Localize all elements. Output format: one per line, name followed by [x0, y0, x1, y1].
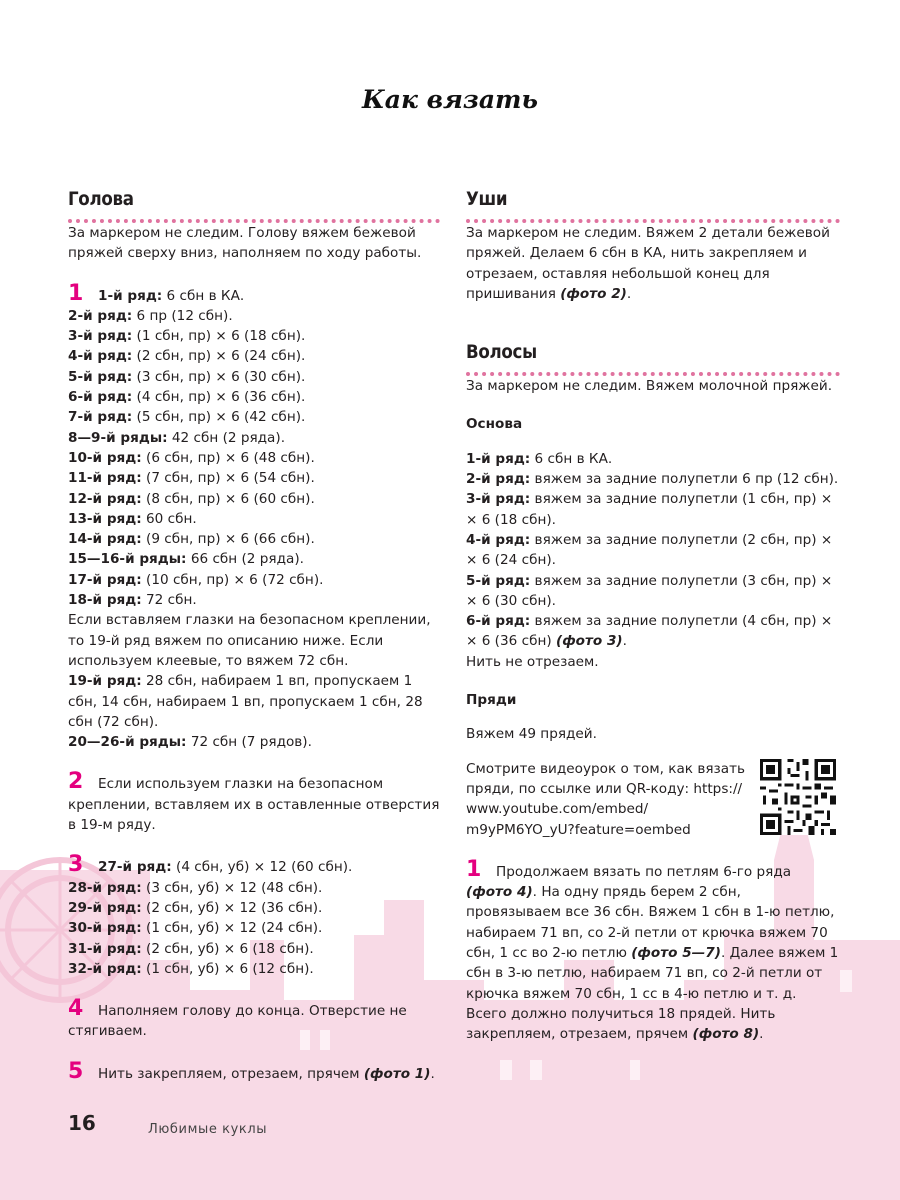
- row-label: 7-й ряд:: [68, 409, 133, 426]
- pattern-row: [68, 489, 440, 509]
- row-label: 11-й ряд:: [68, 470, 142, 487]
- step-number: 1: [466, 856, 482, 882]
- video-link-text[interactable]: Смотрите видеоурок о том, как вязать пряди, по ссылке или QR-коду: https:// www.youtube.com/embed/ m9yPM6YO_yU?feature=oembed: [466, 760, 746, 838]
- row-label: 2-й ряд:: [466, 471, 531, 488]
- rows-end: .: [622, 633, 627, 650]
- row-text: 6 пр (12 сбн).: [132, 307, 233, 324]
- row-text: (7 сбн, пр) × 6 (54 сбн).: [141, 470, 315, 487]
- row-label: 27-й ряд:: [98, 859, 172, 876]
- right-column: [466, 187, 840, 1045]
- page-title: Как вязать: [362, 85, 538, 114]
- video-block: [466, 759, 840, 840]
- row-text: вяжем за задние полупетли (2 сбн, пр) × × 6 (24 сбн).: [466, 531, 833, 569]
- pattern-row: [466, 449, 840, 469]
- pattern-row: [68, 549, 440, 569]
- photo-ref: (фото 4): [466, 884, 533, 901]
- step-text: Если используем глазки на безопасном креплении, вставляем их в оставленные отверстия в 19-м ряду.: [68, 776, 440, 834]
- row-text: вяжем за задние полупетли (3 сбн, пр) × × 6 (30 сбн).: [466, 572, 833, 609]
- pattern-row: [68, 326, 440, 346]
- row-text: 72 сбн (7 рядов).: [186, 734, 312, 751]
- row-text: 6 сбн в КА.: [530, 450, 613, 467]
- pattern-row: [466, 571, 840, 612]
- pattern-row: [68, 852, 440, 878]
- row-label: 28-й ряд:: [68, 879, 142, 896]
- row-text: вяжем за задние полупетли 6 пр (12 сбн).: [530, 471, 839, 488]
- pattern-row: [68, 448, 440, 468]
- photo-ref: (фото 2): [560, 285, 627, 302]
- row-label: 4-й ряд:: [68, 348, 133, 365]
- step-end: .: [759, 1026, 764, 1043]
- row-label: 13-й ряд:: [68, 510, 142, 527]
- pattern-row: [466, 489, 840, 530]
- row-text: (10 сбн, пр) × 6 (72 сбн).: [141, 571, 324, 588]
- row-text: 42 сбн (2 ряда).: [167, 429, 286, 446]
- section-heading-ears: Уши: [466, 187, 840, 223]
- pattern-row: [68, 959, 440, 979]
- row-label: 15—16-й ряды:: [68, 551, 187, 568]
- row-label: 1-й ряд:: [466, 450, 531, 467]
- photo-ref: (фото 3): [555, 633, 623, 650]
- pattern-row: [68, 939, 440, 959]
- pattern-row: [68, 529, 440, 549]
- row-label: 10-й ряд:: [68, 449, 142, 466]
- subheading-base: Основа: [466, 416, 523, 433]
- row-label: 32-й ряд:: [68, 960, 142, 977]
- row-text: (2 сбн, пр) × 6 (24 сбн).: [132, 348, 306, 365]
- subheading-strands: Пряди: [466, 692, 517, 709]
- step-number: 3: [68, 852, 84, 878]
- row-label: 3-й ряд:: [466, 491, 531, 508]
- step-text: . На одну прядь берем 2 сбн, провязываем все 36 сбн. Вяжем 1 сбн в 1-ю петлю, набираем 71 вп, со 2-й петли от крючка вяжем 70 сбн, 1 сс во 2-ю петлю: [466, 884, 835, 962]
- hair-base-rows: [466, 449, 840, 652]
- row-text: (4 сбн, уб) × 12 (60 сбн).: [171, 859, 353, 876]
- pattern-row: [68, 570, 440, 590]
- pattern-row: [68, 671, 440, 732]
- pattern-row: [68, 509, 440, 529]
- row-text: (5 сбн, пр) × 6 (42 сбн).: [132, 409, 306, 426]
- head-eyes-note: Если вставляем глазки на безопасном креплении, то 19-й ряд вяжем по описанию ниже. Если используем клеевые, то вяжем 72 сбн.: [68, 612, 431, 669]
- pattern-row: [466, 530, 840, 571]
- pattern-row: [68, 387, 440, 407]
- ears-text: [466, 223, 840, 304]
- row-text: (6 сбн, пр) × 6 (48 сбн).: [141, 449, 315, 466]
- row-text: (9 сбн, пр) × 6 (66 сбн).: [141, 531, 315, 548]
- book-title: Любимые куклы: [148, 1122, 268, 1137]
- head-intro: За маркером не следим. Голову вяжем бежевой пряжей сверху вниз, наполняем по ходу работы.: [68, 225, 422, 262]
- hair-thread-note: Нить не отрезаем.: [466, 653, 599, 670]
- row-text: (1 сбн, уб) × 12 (24 сбн).: [141, 920, 323, 937]
- hair-intro: За маркером не следим. Вяжем молочной пряжей.: [466, 378, 833, 395]
- row-label: 5-й ряд:: [68, 368, 133, 385]
- row-text: 66 сбн (2 ряда).: [186, 551, 304, 568]
- row-text: (1 сбн, пр) × 6 (18 сбн).: [132, 328, 306, 345]
- row-label: 8—9-й ряды:: [68, 429, 168, 446]
- step-text: . Далее вяжем 1 сбн в 3-ю петлю, набираем 71 вп, со 2-й петли от крючка вяжем 70 сбн, 1 сс в 4-ю петлю и т. д. Всего должно получиться 18 прядей. Нить закрепляем, отрезаем, прячем: [466, 945, 839, 1043]
- row-label: 14-й ряд:: [68, 531, 142, 548]
- row-label: 17-й ряд:: [68, 571, 142, 588]
- step-number: 2: [68, 769, 84, 795]
- photo-ref: (фото 1): [363, 1065, 431, 1082]
- pattern-row: [466, 611, 840, 652]
- row-text: (3 сбн, пр) × 6 (30 сбн).: [132, 368, 306, 385]
- photo-ref: (фото 5—7): [631, 945, 721, 962]
- row-label: 29-й ряд:: [68, 899, 142, 916]
- row-label: 5-й ряд:: [466, 572, 531, 589]
- row-label: 2-й ряд:: [68, 307, 133, 324]
- strands-step-1: [466, 856, 840, 1045]
- row-label: 18-й ряд:: [68, 592, 142, 609]
- row-text: 28 сбн, набираем 1 вп, пропускаем 1 сбн, 14 сбн, набираем 1 вп, пропускаем 1 сбн, 28 сбн (72 сбн).: [68, 673, 423, 730]
- qr-code-icon[interactable]: [760, 759, 836, 835]
- pattern-row: [68, 590, 440, 610]
- head-step-4: [68, 996, 440, 1042]
- row-text: (8 сбн, пр) × 6 (60 сбн).: [141, 490, 315, 507]
- step-text: Наполняем голову до конца. Отверстие не стягиваем.: [68, 1003, 407, 1040]
- step-end: .: [430, 1065, 435, 1082]
- section-heading-hair: Волосы: [466, 340, 840, 376]
- row-text: вяжем за задние полупетли (4 сбн, пр) × × 6 (36 сбн): [466, 613, 833, 650]
- photo-ref: (фото 8): [692, 1026, 760, 1043]
- step-text: Продолжаем вязать по петлям 6-го ряда: [496, 863, 792, 880]
- head-step-1-rows-2: [68, 671, 440, 752]
- pattern-row: [68, 732, 440, 752]
- pattern-row: [68, 367, 440, 387]
- row-label: 6-й ряд:: [68, 389, 133, 406]
- pattern-row: [68, 468, 440, 488]
- row-label: 31-й ряд:: [68, 940, 142, 957]
- pattern-row: [68, 306, 440, 326]
- strands-count: Вяжем 49 прядей.: [466, 726, 597, 743]
- row-text: (1 сбн, уб) × 6 (12 сбн).: [141, 960, 314, 977]
- row-label: 12-й ряд:: [68, 490, 142, 507]
- ears-end: .: [626, 285, 632, 302]
- row-label: 4-й ряд:: [466, 531, 531, 548]
- row-text: 72 сбн.: [141, 592, 197, 609]
- step-number: 4: [68, 996, 84, 1022]
- section-heading-head: Голова: [68, 187, 440, 223]
- pattern-row: [466, 469, 840, 489]
- ears-text-body: За маркером не следим. Вяжем 2 детали бежевой пряжей. Делаем 6 сбн в КА, нить закрепляем и отрезаем, оставляя небольшой конец для пришивания: [466, 225, 830, 302]
- pattern-row: [68, 918, 440, 938]
- page-number: 16: [68, 1111, 96, 1135]
- row-text: (2 сбн, уб) × 12 (36 сбн).: [141, 899, 323, 916]
- row-label: 3-й ряд:: [68, 328, 133, 345]
- row-text: 6 сбн в КА.: [162, 287, 245, 304]
- row-label: 1-й ряд:: [98, 287, 163, 304]
- row-label: 20—26-й ряды:: [68, 734, 187, 751]
- head-step-1: [68, 280, 440, 611]
- row-label: 19-й ряд:: [68, 673, 142, 690]
- pattern-row: [68, 898, 440, 918]
- row-text: (2 сбн, уб) × 6 (18 сбн).: [141, 940, 314, 957]
- pattern-row: [68, 428, 440, 448]
- pattern-row: [68, 346, 440, 366]
- row-text: (3 сбн, уб) × 12 (48 сбн).: [141, 879, 323, 896]
- head-step-5: [68, 1058, 440, 1084]
- pattern-row: [68, 407, 440, 427]
- step-number: 1: [68, 280, 84, 306]
- pattern-row: [68, 280, 440, 306]
- step-text: Нить закрепляем, отрезаем, прячем: [98, 1065, 360, 1082]
- head-step-2: [68, 769, 440, 835]
- head-step-3: [68, 852, 440, 979]
- step-number: 5: [68, 1058, 84, 1084]
- pattern-row: [68, 878, 440, 898]
- row-label: 30-й ряд:: [68, 920, 142, 937]
- row-text: 60 сбн.: [141, 510, 197, 527]
- row-text: вяжем за задние полупетли (1 сбн, пр) × × 6 (18 сбн).: [466, 491, 833, 528]
- row-label: 6-й ряд:: [466, 613, 531, 630]
- row-text: (4 сбн, пр) × 6 (36 сбн).: [132, 389, 306, 406]
- left-column: [68, 187, 440, 1084]
